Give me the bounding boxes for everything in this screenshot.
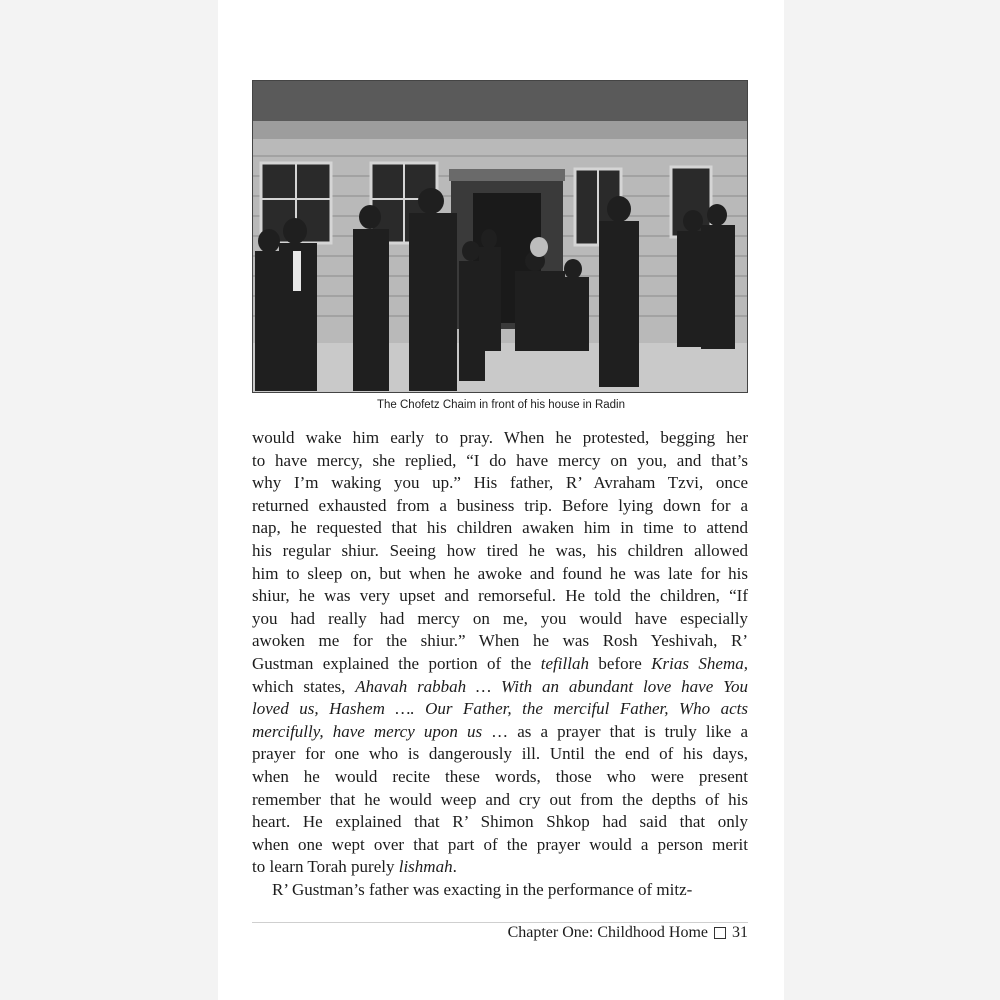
text-line bbox=[252, 472, 748, 495]
running-head: Chapter One: Childhood Home bbox=[507, 924, 708, 941]
text-run: remember that he would weep and cry out from the depths of his bbox=[252, 789, 748, 809]
text-line bbox=[252, 427, 748, 450]
italic-text: loved us, Hashem …. Our Father, the merciful Father, Who acts bbox=[252, 699, 748, 719]
italic-text: lishmah bbox=[398, 857, 453, 877]
photo-illustration bbox=[253, 81, 747, 392]
box-icon bbox=[714, 927, 726, 939]
text-run: his regular shiur. Seeing how tired he was, his children allowed bbox=[252, 540, 748, 560]
text-run: awoken me for the shiur.” When he was Rosh Yeshivah, R’ bbox=[252, 631, 748, 651]
text-run: returned exhausted from a business trip. Before lying down for a bbox=[252, 495, 748, 515]
text-run: nap, he requested that his children awaken him in time to attend bbox=[252, 518, 748, 538]
italic-text: mercifully, have mercy upon us bbox=[252, 721, 483, 741]
text-run: when one wept over that part of the prayer would a person merit bbox=[252, 834, 748, 854]
book-page bbox=[218, 0, 784, 1000]
text-line bbox=[252, 653, 748, 676]
text-run: to have mercy, she replied, “I do have mercy on you, and that’s bbox=[252, 450, 748, 470]
text-line bbox=[252, 540, 748, 563]
text-run: heart. He explained that R’ Shimon Shkop had said that only bbox=[252, 812, 748, 832]
italic-text: tefillah bbox=[540, 653, 589, 673]
text-run: . bbox=[452, 857, 457, 877]
text-line bbox=[252, 766, 748, 789]
text-line bbox=[252, 698, 748, 721]
italic-text: Ahavah rabbah … With an abundant love have You bbox=[355, 676, 748, 696]
paragraph bbox=[252, 427, 748, 879]
text-line bbox=[252, 630, 748, 653]
photo-caption: The Chofetz Chaim in front of his house in Radin bbox=[376, 399, 626, 411]
text-line bbox=[252, 517, 748, 540]
footer-rule bbox=[252, 922, 748, 923]
text-run: when he would recite these words, those who were present bbox=[252, 766, 748, 786]
text-line bbox=[252, 608, 748, 631]
text-run: him to sleep on, but when he awoke and found he was late for his bbox=[252, 563, 748, 583]
body-text bbox=[252, 427, 748, 901]
text-run: would wake him early to pray. When he protested, begging her bbox=[252, 428, 748, 447]
page-number: 31 bbox=[732, 924, 748, 941]
text-line bbox=[252, 495, 748, 518]
text-run: which states, bbox=[252, 676, 356, 696]
text-run: why I’m waking you up.” His father, R’ Avraham Tzvi, once bbox=[252, 473, 748, 493]
historical-photograph bbox=[252, 80, 748, 393]
text-line bbox=[252, 789, 748, 812]
text-line bbox=[252, 743, 748, 766]
text-line bbox=[252, 811, 748, 834]
text-line bbox=[252, 721, 748, 744]
text-run: … as a prayer that is truly like a bbox=[482, 721, 748, 741]
text-run: to learn Torah purely bbox=[252, 857, 399, 877]
page-footer bbox=[508, 924, 748, 942]
text-line bbox=[252, 563, 748, 586]
text-run: you had really had mercy on me, you would have especially bbox=[252, 608, 748, 628]
text-line bbox=[252, 834, 748, 857]
text-line bbox=[252, 676, 748, 699]
paragraph-first-line: R’ Gustman’s father was exacting in the performance of mitz- bbox=[272, 879, 693, 899]
text-run: before bbox=[588, 653, 652, 673]
text-run: shiur, he was very upset and remorseful. He told the children, “If bbox=[252, 586, 748, 606]
text-run: Gustman explained the portion of the bbox=[252, 653, 541, 673]
text-line bbox=[252, 450, 748, 473]
text-line bbox=[252, 856, 748, 879]
text-run: prayer for one who is dangerously ill. Until the end of his days, bbox=[252, 744, 748, 764]
italic-text: Krias Shema, bbox=[651, 653, 748, 673]
text-line bbox=[252, 585, 748, 608]
